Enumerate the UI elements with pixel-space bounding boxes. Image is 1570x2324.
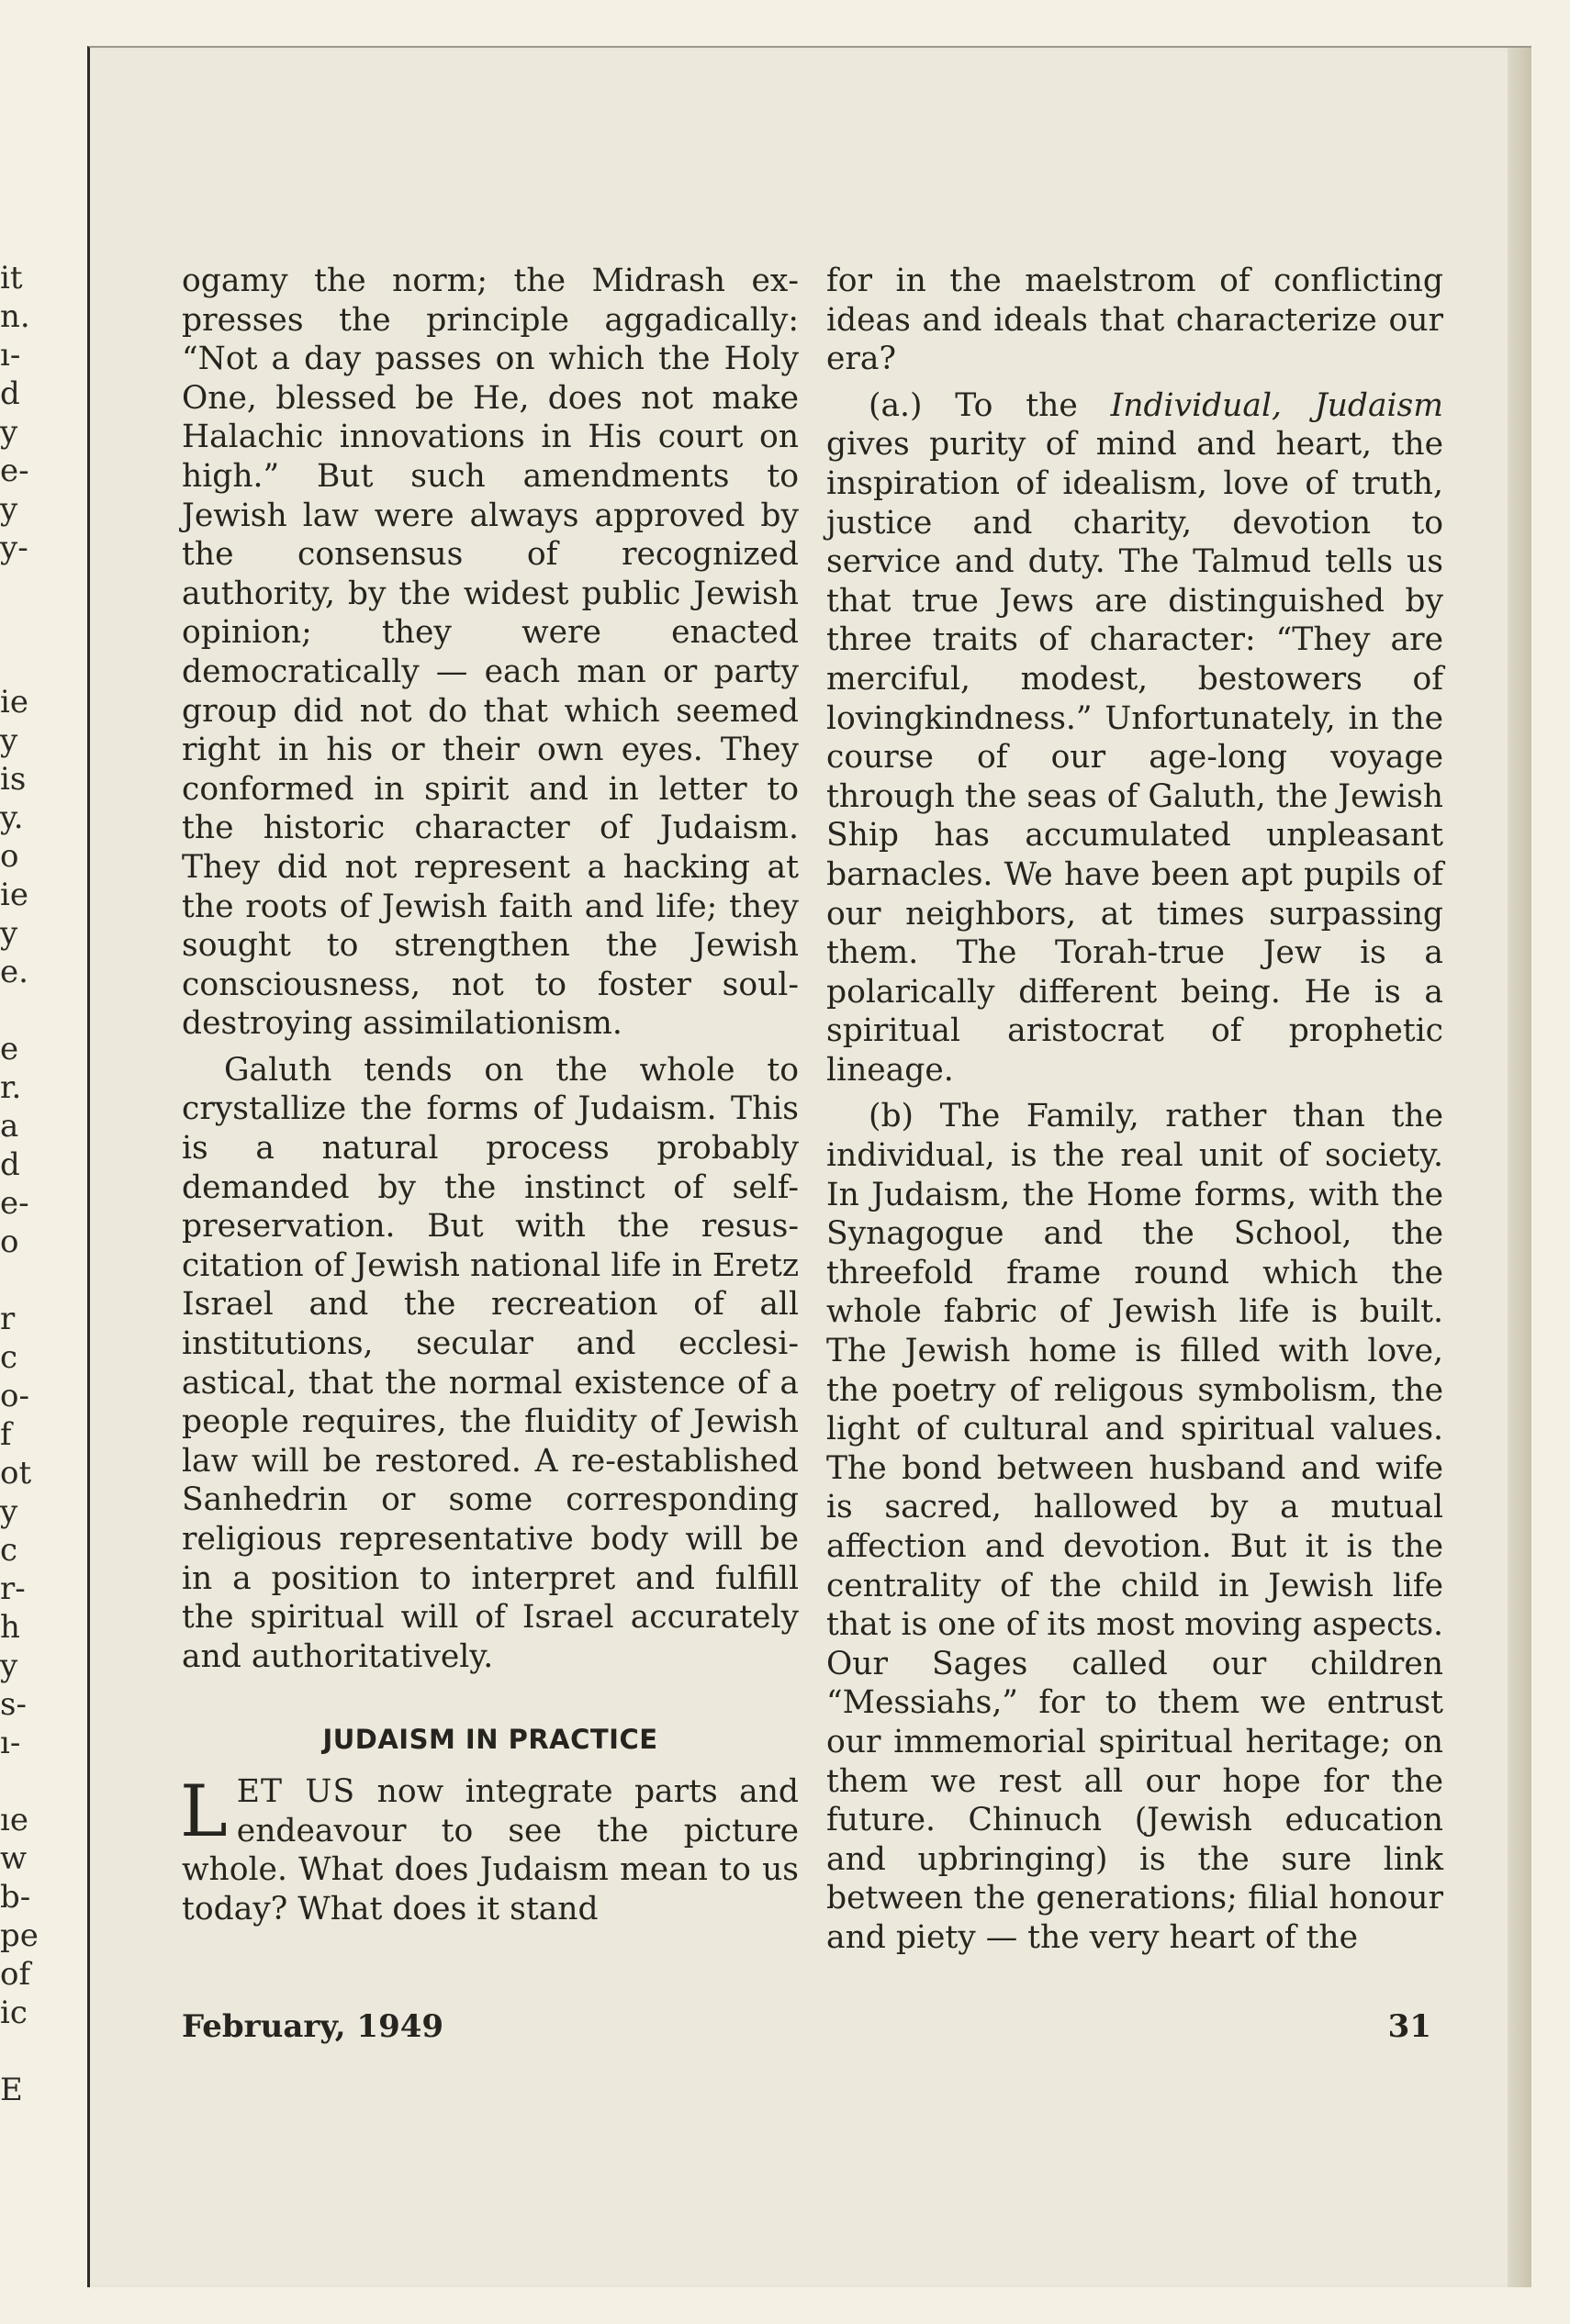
margin-fragment: ie	[0, 684, 28, 721]
margin-fragment: ot	[0, 1455, 32, 1492]
margin-fragment: c	[0, 1532, 18, 1569]
margin-fragment: y.	[0, 799, 24, 836]
margin-fragment: s-	[0, 1686, 27, 1723]
right-paragraph-2	[826, 386, 1443, 1090]
margin-fragment: d	[0, 375, 20, 412]
page-edge	[1508, 48, 1531, 2287]
right-paragraph-2-text: gives purity of mind and heart, the inspiration of idealism, love of truth, justice and charity, devotion to service and duty. The Talmud tells us that true Jews are distinguished by three traits of character: “They are merciful, modest, bestowers of lovingkindness.” Unfortunately, in the course of our age-long voyage through the seas of Galuth, the Jewish Ship has accumulated unpleasant barnacles. We have been apt pupils of our neighbors, at times surpassing them. The Torah-true Jew is a polarically different being. He is a spiritual aristocrat of prophetic lineage.	[826, 426, 1443, 1089]
left-paragraph-3	[182, 1772, 799, 1928]
margin-fragment: b-	[0, 1879, 31, 1916]
right-paragraph-3: (b) The Family, rather than the individual, is the real unit of society. In Judaism, the Home forms, with the Synagogue and the School, the threefold frame round which the whole fabric of Jewish life is built. The Jewish home is filled with love, the poetry of religous symbolism, the light of cultural and spiritual values. The bond between husband and wife is sacred, hallowed by a mutual affection and devotion. But it is the centrality of the child in Jewish life that is one of its most moving aspects. Our Sages called our children “Messiahs,” for to them we entrust our immemorial spiritual heritage; on them we rest all our hope for the future. Chinuch (Jewish education and upbringing) is the sure link between the generations; filial honour and piety — the very heart of the	[826, 1098, 1443, 1956]
left-paragraph-1: ogamy the norm; the Midrash expresses the principle aggadically: “Not a day passes on which the Holy One, blessed be He, does not make Halachic innovations in His court on high.” But such amendments to Jewish law were always approved by the consensus of recognized authority, by the widest public Jewish opinion; they were enacted democratically — each man or party group did not do that which seemed right in his or their own eyes. They conformed in spirit and in letter to the historic character of Judaism. They did not represent a hacking at the roots of Jewish faith and life; they sought to strengthen the Jewish consciousness, not to foster soul-destroying assimilationism.	[182, 263, 799, 1043]
margin-fragment: e	[0, 1031, 19, 1067]
left-column	[182, 262, 799, 1928]
margin-fragment: h	[0, 1609, 20, 1646]
margin-fragment: ic	[0, 1994, 28, 2031]
margin-fragment: is	[0, 761, 27, 798]
drop-cap: L	[180, 1770, 228, 1853]
right-paragraph-2-italic: Individual, Judaism	[1110, 386, 1443, 424]
margin-fragment: r.	[0, 1069, 22, 1106]
margin-fragment: a	[0, 1108, 19, 1145]
margin-fragment: d	[0, 1146, 20, 1183]
margin-fragment: y	[0, 722, 18, 759]
left-paragraph-2: Galuth tends on the whole to crystallize the forms of Judaism. This is a natural process probably demanded by the instinct of self-preservation. But with the resuscitation of Jewish national life in Eretz Israel and the recreation of all institutions, secular and ecclesiastical, that the normal existence of a people requires, the fluidity of Jewish law will be restored. A re-established Sanhedrin or some corresponding religious representative body will be in a position to interpret and fulfill the spiritual will of Israel accurately and authoritatively.	[182, 1051, 799, 1675]
margin-fragment: e-	[0, 1185, 29, 1222]
right-paragraph-1: for in the maelstrom of conflicting ideas and ideals that characterize our era?	[826, 263, 1443, 378]
margin-fragment: ıe	[0, 1802, 28, 1838]
margin-fragment: e-	[0, 453, 29, 489]
footer-date: February, 1949	[182, 2008, 444, 2045]
small-caps-lead: ET US	[236, 1772, 356, 1810]
margin-fragment: e.	[0, 954, 28, 990]
margin-fragment: c	[0, 1339, 18, 1376]
margin-fragment	[0, 991, 26, 1030]
margin-fragment	[0, 606, 26, 644]
margin-fragment: it	[0, 260, 23, 296]
margin-fragment: r-	[0, 1570, 26, 1607]
margin-fragment: y	[0, 1648, 18, 1684]
margin-fragment: f	[0, 1416, 12, 1453]
margin-fragment: o	[0, 838, 19, 875]
margin-fragment	[0, 567, 26, 606]
left-paragraph-3-text: now integrate parts and endeavour to see the picture whole. What does Judaism mean to us today? What does it stand	[182, 1772, 800, 1927]
margin-fragment: r	[0, 1301, 16, 1337]
margin-fragment: pe	[0, 1917, 39, 1954]
margin-fragment: o	[0, 1223, 19, 1260]
margin-fragment	[0, 1762, 26, 1801]
previous-page-margin	[0, 259, 39, 2109]
margin-fragment: w	[0, 1840, 28, 1877]
margin-fragment: o-	[0, 1378, 29, 1414]
margin-fragment: E	[0, 2072, 23, 2108]
margin-fragment	[0, 2032, 26, 2071]
margin-fragment: n.	[0, 298, 30, 335]
margin-fragment: y	[0, 491, 18, 528]
margin-fragment: y	[0, 414, 18, 451]
margin-fragment: y	[0, 1493, 18, 1530]
margin-fragment: of	[0, 1956, 31, 1993]
margin-fragment: ı-	[0, 1725, 21, 1761]
margin-fragment: y	[0, 915, 18, 952]
right-column	[826, 262, 1443, 1958]
margin-fragment: ı-	[0, 337, 21, 374]
page-number: 31	[1387, 2008, 1431, 2045]
margin-fragment	[0, 1261, 26, 1300]
right-paragraph-2-label: (a.) To the	[869, 386, 1111, 424]
section-heading: JUDAISM IN PRACTICE	[322, 1724, 658, 1756]
margin-fragment	[0, 644, 26, 683]
margin-fragment: ie	[0, 877, 28, 913]
margin-fragment: y-	[0, 530, 28, 566]
